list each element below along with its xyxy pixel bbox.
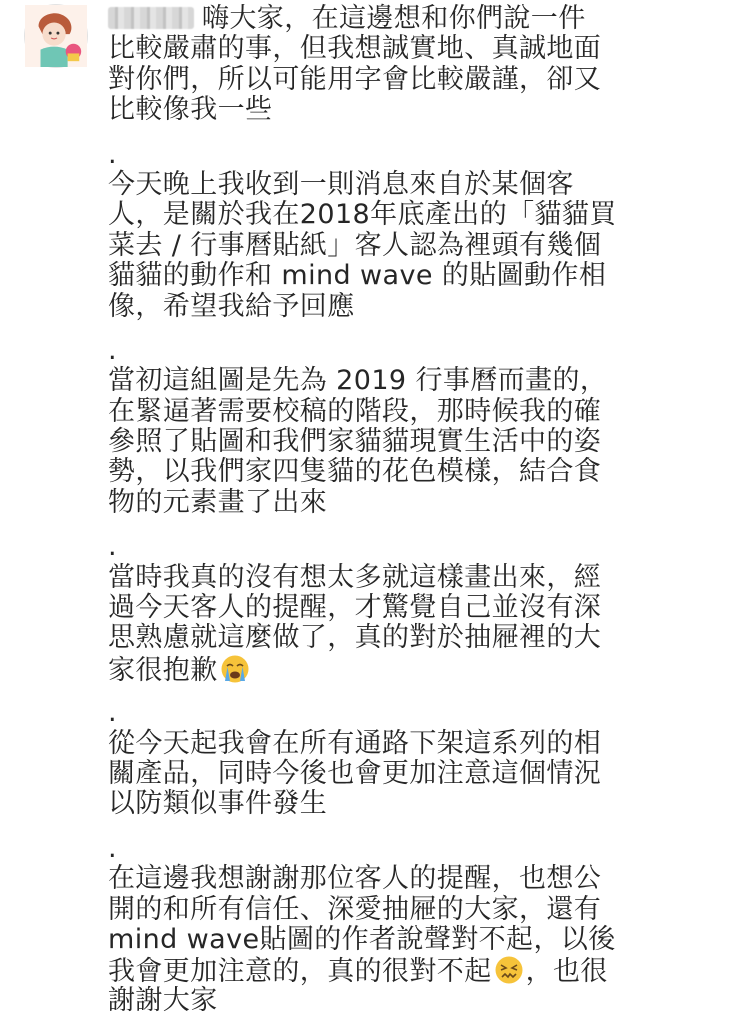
paragraph (108, 170, 738, 322)
caption-line: 勢，以我們家四隻貓的花色模樣，結合食 (108, 456, 602, 488)
separator-dot: . (108, 334, 117, 366)
caption-line: 從今天起我會在所有通路下架這系列的相 (108, 727, 602, 759)
caption-line: 像，希望我給予回應 (108, 290, 355, 322)
caption-line: 過今天客人的提醒，才驚覺自己並沒有深 (108, 592, 602, 624)
caption-line: 比較像我一些 (108, 94, 273, 126)
caption-line: 謝謝大家 (108, 984, 218, 1016)
caption-line: 我會更加注意的，真的很對不起 (108, 956, 492, 988)
separator-dot: . (108, 138, 117, 170)
caption-line: 在這邊我想謝謝那位客人的提醒，也想公 (108, 863, 602, 895)
paragraph (108, 864, 738, 1016)
avatar-illustration-icon (25, 5, 87, 67)
caption-line: 思熟慮就這麼做了，真的對於抽屜裡的大 (108, 622, 602, 654)
caption-line: 參照了貼圖和我們家貓貓現實生活中的姿 (108, 426, 602, 458)
paragraph (108, 729, 738, 820)
paragraph (108, 0, 738, 126)
paragraph (108, 366, 738, 518)
separator-dot: . (108, 697, 117, 729)
caption-line: mind wave貼圖的作者說聲對不起，以後 (108, 923, 616, 955)
caption-line: 以防類似事件發生 (108, 788, 328, 820)
caption-line: 在緊逼著需要校稿的階段，那時候我的確 (108, 395, 602, 427)
caption-line: 對你們，所以可能用字會比較嚴謹，卻又 (108, 63, 602, 95)
paragraph (108, 563, 738, 685)
username-blurred[interactable] (108, 7, 194, 29)
caption-line: ，也很 (525, 956, 608, 988)
separator-dot: . (108, 531, 117, 563)
caption-line: 關產品，同時今後也會更加注意這個情況 (108, 757, 602, 789)
caption-line: 人，是關於我在2018年底產出的「貓貓買 (108, 199, 617, 231)
post-caption (108, 0, 738, 1016)
caption-line: 貓貓的動作和 mind wave 的貼圖動作相 (108, 260, 607, 292)
caption-line: 開的和所有信任、深愛抽屜的大家，還有 (108, 893, 602, 925)
caption-line: 當初這組圖是先為 2019 行事曆而畫的， (108, 365, 608, 397)
confounded-face-icon (494, 955, 524, 985)
caption-line: 家很抱歉 (108, 654, 218, 686)
caption-line: 物的元素畫了出來 (108, 486, 328, 518)
loudly-crying-face-icon (220, 654, 250, 684)
separator-dot: . (108, 832, 117, 864)
avatar[interactable] (24, 4, 88, 68)
caption-line: 菜去 / 行事曆貼紙」客人認為裡頭有幾個 (108, 229, 602, 261)
caption-line: 當時我真的沒有想太多就這樣畫出來，經 (108, 561, 602, 593)
caption-line: 比較嚴肅的事，但我想誠實地、真誠地面 (108, 33, 602, 65)
caption-line: 今天晚上我收到一則消息來自於某個客 (108, 168, 574, 200)
caption-line: 嗨大家，在這邊想和你們說一件 (202, 3, 586, 34)
